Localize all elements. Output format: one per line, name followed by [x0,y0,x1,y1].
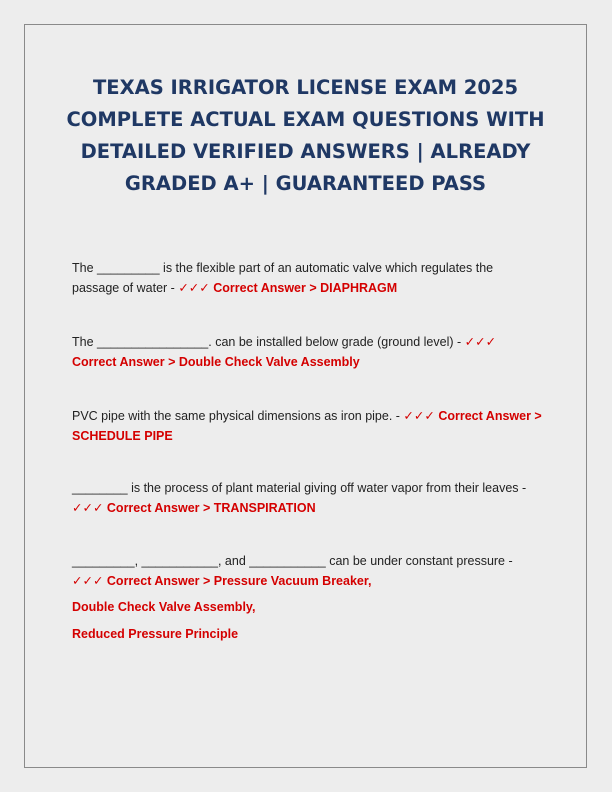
question-text: The ________________. can be installed below grade (ground level) - [72,335,462,349]
question-block-2 [72,333,542,372]
checkmark-icon: ✓✓✓ [72,500,104,515]
title-line-2: COMPLETE ACTUAL EXAM QUESTIONS WITH [66,108,545,131]
answer-text: Correct Answer > Pressure Vacuum Breaker, [106,573,372,588]
checkmark-icon: ✓✓✓ [464,335,497,349]
answer-text: Correct Answer > TRANSPIRATION [106,500,316,515]
question-text: The _________ is the flexible part of an automatic valve which regulates the passage of water - [72,261,494,295]
question-block-3 [72,407,542,446]
answer-text: Correct Answer > SCHEDULE PIPE [72,409,542,443]
checkmark-icon: ✓✓✓ [72,573,104,588]
question-block-4 [72,479,542,518]
checkmark-icon: ✓✓✓ [403,409,435,423]
answer-extra-line-2: Reduced Pressure Principle [72,626,239,641]
document-title [24,72,587,200]
title-line-4: GRADED A+ | GUARANTEED PASS [124,172,487,195]
question-block-1 [72,259,542,298]
question-text: ________ is the process of plant material giving off water vapor from their leaves - [72,481,527,495]
title-line-1: TEXAS IRRIGATOR LICENSE EXAM 2025 [92,76,519,99]
checkmark-icon: ✓✓✓ [178,280,210,295]
answer-text: Correct Answer > DIAPHRAGM [213,280,398,295]
answer-extra-line-1: Double Check Valve Assembly, [72,600,256,614]
question-block-5 [72,552,542,644]
question-text: PVC pipe with the same physical dimensions as iron pipe. - [72,409,400,423]
answer-text: Correct Answer > Double Check Valve Assembly [72,354,360,369]
title-line-3: DETAILED VERIFIED ANSWERS | ALREADY [80,140,531,163]
question-text: _________, ___________, and ___________ can be under constant pressure - [72,554,513,568]
